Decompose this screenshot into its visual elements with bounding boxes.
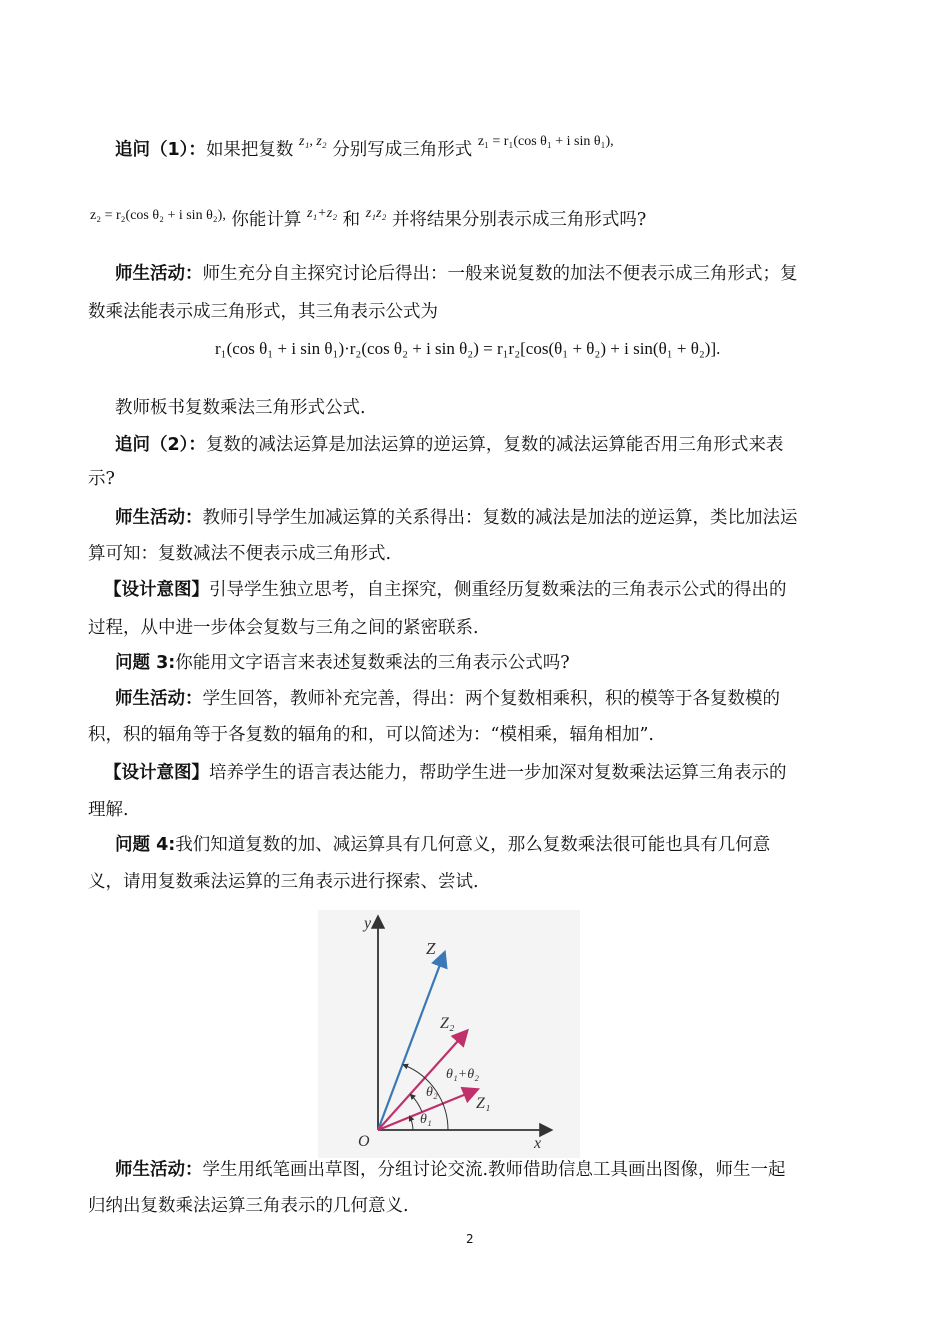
vector-z	[378, 954, 444, 1130]
activity1-line2: 数乘法能表示成三角形式，其三角表示公式为	[88, 302, 438, 322]
activity1-line1	[115, 262, 798, 286]
x-axis-label: x	[534, 1135, 542, 1152]
figure-svg	[318, 910, 580, 1158]
arc-theta1	[410, 1117, 413, 1130]
followup1-formula1: z₁ = r₁(cos θ₁ + i sin θ₁),	[477, 134, 614, 149]
arc-theta2	[411, 1095, 422, 1112]
activity2-label: 师生活动：	[115, 508, 203, 528]
activity1-text: 师生充分自主探究讨论后得出：一般来说复数的加法不便表示成三角形式；复	[202, 264, 798, 284]
multiplication-formula: r₁(cos θ₁ + i sin θ₁)·r₂(cos θ₂ + i sin θ₂) = r₁r₂[cos(θ₁ + θ₂) + i sin(θ₁ + θ₂)].	[215, 339, 721, 358]
activity4-line2: 归纳出复数乘法运算三角表示的几何意义.	[88, 1196, 409, 1216]
page-number: 2	[466, 1232, 474, 1246]
complex-multiplication-figure	[318, 910, 580, 1158]
followup1-text5: 并将结果分别表示成三角形式吗?	[391, 210, 647, 230]
design2-line1	[104, 761, 787, 785]
followup1-text3: 你能计算	[231, 210, 302, 230]
followup1-line1	[115, 134, 614, 164]
board-note: 教师板书复数乘法三角形式公式.	[115, 398, 366, 418]
theta2-label: θ₂	[426, 1085, 438, 1100]
question4-line1	[115, 833, 770, 857]
question4-line2: 义，请用复数乘法运算的三角表示进行探索、尝试.	[88, 872, 479, 892]
activity4-text: 学生用纸笔画出草图，分组讨论交流.教师借助信息工具画出图像，师生一起	[202, 1160, 786, 1180]
theta1-label: θ₁	[420, 1112, 432, 1127]
followup1-text2: 分别写成三角形式	[332, 140, 473, 160]
followup1-line2	[90, 208, 646, 234]
activity3-line2: 积，积的辐角等于各复数的辐角的和，可以简述为：“模相乘，辐角相加”.	[88, 725, 654, 745]
origin-label: O	[358, 1133, 370, 1150]
question3-text: 你能用文字语言来表述复数乘法的三角表示公式吗?	[175, 653, 570, 673]
design1-label: 【设计意图】	[104, 580, 209, 600]
design2-line2: 理解.	[88, 800, 129, 820]
z2-label: Z₂	[440, 1015, 455, 1032]
z1-label: Z₁	[476, 1095, 491, 1112]
question4-text: 我们知道复数的加、减运算具有几何意义，那么复数乘法很可能也具有几何意	[175, 835, 771, 855]
activity3-line1	[115, 687, 780, 711]
followup1-product: z₁z₂	[365, 206, 387, 221]
design1-line2: 过程，从中进一步体会复数与三角之间的紧密联系.	[88, 618, 479, 638]
activity4-label: 师生活动：	[115, 1160, 203, 1180]
activity4-line1	[115, 1158, 786, 1182]
design1-text: 引导学生独立思考，自主探究，侧重经历复数乘法的三角表示公式的得出的	[209, 580, 787, 600]
design1-line1	[104, 578, 787, 602]
followup1-formula2: z₂ = r₂(cos θ₂ + i sin θ₂),	[90, 208, 226, 223]
followup2-label: 追问（2）：	[115, 435, 206, 455]
activity3-text: 学生回答，教师补充完善，得出：两个复数相乘积，积的模等于各复数模的	[202, 689, 780, 709]
followup1-z1z2: z₁, z₂	[299, 134, 327, 149]
followup1-label: 追问（1）：	[115, 140, 206, 160]
followup1-text1: 如果把复数	[205, 140, 294, 160]
z-label: Z	[426, 939, 436, 958]
followup2-line2: 示?	[88, 469, 115, 489]
followup1-sum: z₁+z₂	[306, 206, 338, 221]
question4-label: 问题 4:	[115, 835, 176, 855]
y-axis-label: y	[364, 915, 372, 932]
followup1-text4: 和	[342, 210, 361, 230]
followup2-line1	[115, 433, 783, 457]
activity2-line2: 算可知：复数减法不便表示成三角形式.	[88, 544, 392, 564]
question3	[115, 651, 570, 675]
question3-label: 问题 3:	[115, 653, 176, 673]
followup2-text: 复数的减法运算是加法运算的逆运算，复数的减法运算能否用三角形式来表	[205, 435, 784, 455]
design2-label: 【设计意图】	[104, 763, 209, 783]
activity2-text: 教师引导学生加减运算的关系得出：复数的减法是加法的逆运算，类比加法运	[202, 508, 798, 528]
activity3-label: 师生活动：	[115, 689, 203, 709]
design2-text: 培养学生的语言表达能力，帮助学生进一步加深对复数乘法运算三角表示的	[209, 763, 787, 783]
activity2-line1	[115, 506, 798, 530]
activity1-label: 师生活动：	[115, 264, 203, 284]
theta-sum-label: θ₁+θ₂	[446, 1067, 479, 1082]
